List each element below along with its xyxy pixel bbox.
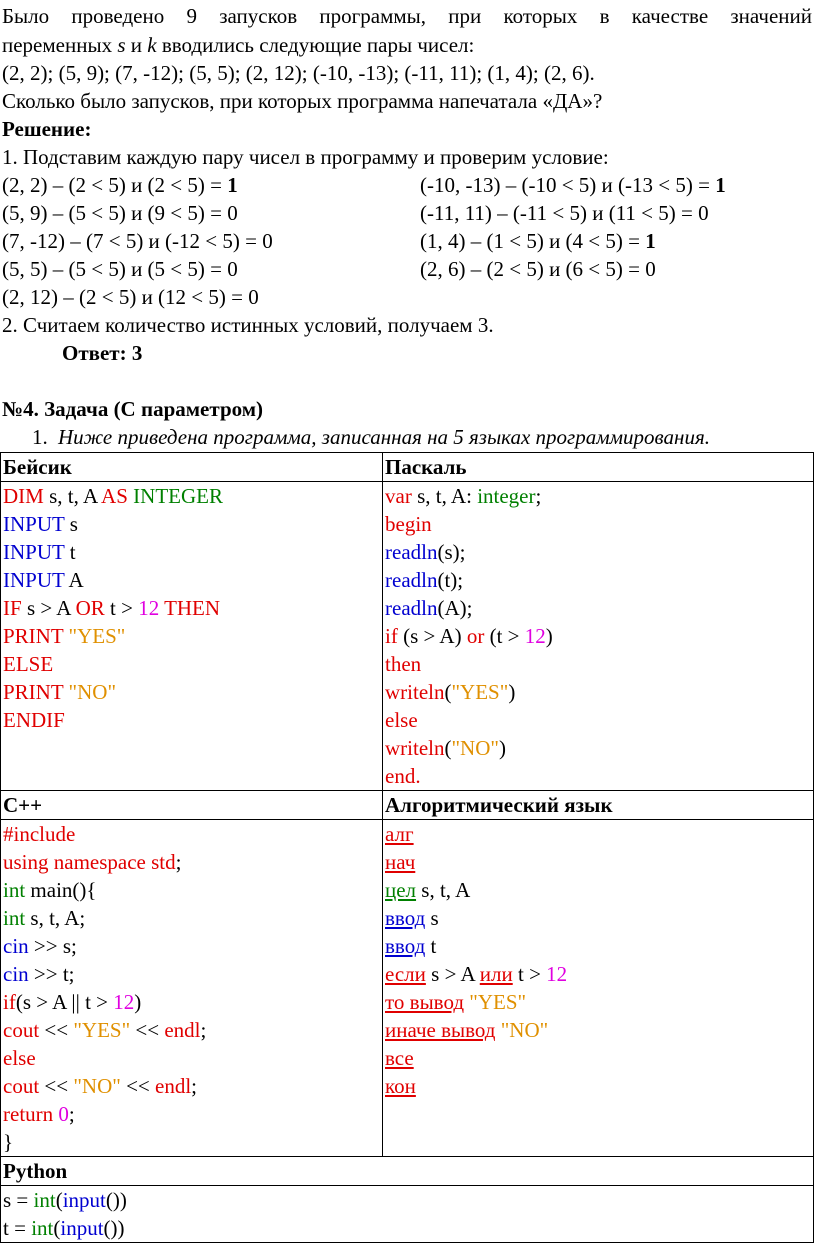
task-item-number: 1. — [32, 425, 48, 449]
basic-code — [1, 482, 383, 791]
calc-result: 0 — [227, 257, 238, 281]
code-token: PRINT — [3, 680, 64, 704]
code-token: input — [60, 1216, 104, 1240]
code-token: using namespace std — [3, 850, 176, 874]
code-line — [3, 538, 382, 566]
intro-line-1: Было проведено 9 запусков программы, при которых в качестве значений — [2, 4, 812, 28]
code-token: >> t; — [28, 962, 75, 986]
code-token: INPUT — [3, 512, 65, 536]
code-token: s, t, A: — [411, 484, 478, 508]
code-token: "YES" — [469, 990, 527, 1014]
code-token: then — [385, 652, 422, 676]
code-token: ( — [444, 680, 452, 704]
code-line — [385, 988, 813, 1016]
code-token: ) — [498, 736, 506, 760]
code-token: t = — [3, 1216, 32, 1240]
code-token: cin — [3, 962, 29, 986]
code-token: or — [466, 624, 485, 648]
code-line — [3, 876, 382, 904]
code-line — [3, 1044, 382, 1072]
calc-expression: (5, 9) – (5 < 5) и (9 < 5) = — [2, 201, 228, 225]
code-token: << — [130, 1018, 165, 1042]
cpp-code — [1, 820, 383, 1157]
calc-result: 1 — [227, 173, 238, 197]
code-token: то вывод — [385, 990, 465, 1014]
calc-expression: (2, 12) – (2 < 5) и (12 < 5) = — [2, 285, 249, 309]
python-header: Python — [1, 1157, 814, 1186]
code-token: integer — [477, 484, 536, 508]
basic-header: Бейсик — [1, 453, 383, 482]
code-line — [3, 904, 382, 932]
code-token: s — [425, 906, 439, 930]
code-token: (t > — [484, 624, 525, 648]
solution-step-2: 2. Считаем количество истинных условий, получаем 3. — [2, 313, 494, 337]
code-line — [385, 932, 813, 960]
code-token: ()) — [103, 1216, 125, 1240]
var-s: s — [117, 33, 126, 57]
intro-line-3: (2, 2); (5, 9); (7, -12); (5, 5); (2, 12); (-10, -13); (-11, 11); (1, 4); (2, 6). — [2, 61, 595, 85]
code-token: если — [385, 962, 426, 986]
solution-heading: Решение: — [2, 117, 92, 141]
code-line — [3, 960, 382, 988]
code-line — [385, 1016, 813, 1044]
intro-line-2-and: и — [125, 33, 148, 57]
code-token: кон — [385, 1074, 416, 1098]
code-token: return — [3, 1102, 54, 1126]
code-token: (A); — [437, 596, 473, 620]
code-token: ( — [444, 736, 452, 760]
code-token: s — [64, 512, 78, 536]
code-line — [385, 762, 813, 790]
code-token: >> s; — [28, 934, 77, 958]
code-line — [3, 510, 382, 538]
calc-row — [420, 227, 656, 255]
intro-line-4: Сколько было запусков, при которых программа напечатала «ДА»? — [2, 89, 603, 113]
code-token: 12 — [546, 962, 568, 986]
code-token: THEN — [164, 596, 221, 620]
code-token: s, t, A — [416, 878, 471, 902]
code-token: нач — [385, 850, 416, 874]
code-line — [3, 820, 382, 848]
code-token: иначе вывод — [385, 1018, 496, 1042]
calc-expression: (-11, 11) – (-11 < 5) и (11 < 5) = — [420, 201, 699, 225]
code-line — [385, 566, 813, 594]
code-line — [3, 482, 382, 510]
code-token: "YES" — [68, 624, 126, 648]
code-token: (t); — [437, 568, 464, 592]
calc-expression: (1, 4) – (1 < 5) и (4 < 5) = — [420, 229, 646, 253]
code-token: endl — [155, 1074, 192, 1098]
code-table — [0, 452, 814, 1243]
calc-result: 0 — [262, 229, 273, 253]
calc-result: 0 — [248, 285, 259, 309]
code-token: cin — [3, 934, 29, 958]
intro-line-2-pre: переменных — [2, 33, 118, 57]
code-token: } — [3, 1130, 14, 1154]
code-token: main(){ — [25, 878, 97, 902]
code-token: "YES" — [451, 680, 509, 704]
code-token: s, t, A; — [25, 906, 86, 930]
code-token: INPUT — [3, 540, 65, 564]
code-token: ()) — [105, 1188, 127, 1212]
task-item — [32, 423, 710, 451]
calc-row — [2, 255, 238, 283]
code-token: ввод — [385, 906, 426, 930]
code-token: 12 — [138, 596, 160, 620]
calc-row — [2, 227, 273, 255]
code-token: #include — [3, 822, 76, 846]
code-token: ( — [55, 1188, 63, 1212]
code-token: writeln — [385, 680, 445, 704]
code-token: if — [385, 624, 398, 648]
pascal-header: Паскаль — [383, 453, 814, 482]
calc-expression: (2, 6) – (2 < 5) и (6 < 5) = — [420, 257, 646, 281]
code-token: (s > A) — [397, 624, 467, 648]
code-token: s > A — [21, 596, 76, 620]
code-token: (s); — [437, 540, 466, 564]
code-token: cout — [3, 1018, 40, 1042]
code-line — [3, 1072, 382, 1100]
python-code — [1, 1186, 814, 1243]
code-token: << — [39, 1018, 74, 1042]
code-token: алг — [385, 822, 414, 846]
code-line — [3, 622, 382, 650]
code-token: ввод — [385, 934, 426, 958]
algo-code — [383, 820, 814, 1157]
code-line — [385, 820, 813, 848]
code-line — [385, 706, 813, 734]
code-token: "NO" — [68, 680, 117, 704]
code-line — [385, 538, 813, 566]
calc-result: 1 — [715, 173, 726, 197]
calc-expression: (5, 5) – (5 < 5) и (5 < 5) = — [2, 257, 228, 281]
code-token: "YES" — [73, 1018, 131, 1042]
code-line — [385, 622, 813, 650]
code-token: INPUT — [3, 568, 65, 592]
var-k: k — [147, 33, 157, 57]
code-line — [385, 960, 813, 988]
code-token: endl — [164, 1018, 201, 1042]
code-token: end. — [385, 764, 421, 788]
code-line — [385, 650, 813, 678]
code-line — [3, 706, 382, 734]
code-token: if — [3, 990, 16, 1014]
code-line — [385, 904, 813, 932]
code-token: ELSE — [3, 652, 54, 676]
code-token: writeln — [385, 736, 445, 760]
calc-result: 0 — [645, 257, 656, 281]
code-line — [3, 988, 382, 1016]
code-token: ; — [535, 484, 542, 508]
code-line — [3, 1100, 382, 1128]
code-line — [385, 594, 813, 622]
code-line — [3, 1016, 382, 1044]
code-line — [3, 678, 382, 706]
code-token: << — [120, 1074, 156, 1098]
code-token: "NO" — [500, 1018, 549, 1042]
code-line — [385, 848, 813, 876]
task-item-text: Ниже приведена программа, записанная на 5 языках программирования. — [58, 425, 710, 449]
code-token: input — [62, 1188, 106, 1212]
code-token: ENDIF — [3, 708, 65, 732]
code-line — [385, 734, 813, 762]
code-line — [3, 594, 382, 622]
code-token: else — [3, 1046, 36, 1070]
code-token: INTEGER — [133, 484, 223, 508]
calc-result: 1 — [645, 229, 656, 253]
pascal-code — [383, 482, 814, 791]
code-token: else — [385, 708, 418, 732]
calc-row — [420, 171, 726, 199]
code-token: readln — [385, 596, 438, 620]
code-line — [385, 678, 813, 706]
calc-expression: (-10, -13) – (-10 < 5) и (-13 < 5) = — [420, 173, 716, 197]
code-token: << — [39, 1074, 74, 1098]
code-token: ; — [191, 1074, 198, 1098]
code-token: цел — [385, 878, 417, 902]
code-line — [385, 876, 813, 904]
solution-step-1: 1. Подставим каждую пару чисел в программу и проверим условие: — [2, 145, 609, 169]
code-token: t > — [104, 596, 139, 620]
calc-row — [2, 283, 259, 311]
code-token: ; — [200, 1018, 207, 1042]
code-line — [385, 1044, 813, 1072]
code-token: s > A — [425, 962, 480, 986]
code-line — [3, 1186, 813, 1214]
code-token: 12 — [113, 990, 135, 1014]
calc-row — [2, 171, 238, 199]
code-token: begin — [385, 512, 432, 536]
code-token: OR — [75, 596, 105, 620]
code-token: ) — [545, 624, 553, 648]
code-token: ; — [68, 1102, 75, 1126]
code-token: "NO" — [451, 736, 499, 760]
code-line — [3, 1128, 382, 1156]
code-token: var — [385, 484, 412, 508]
code-token: t — [425, 934, 437, 958]
code-token: AS — [101, 484, 128, 508]
code-line — [3, 650, 382, 678]
calc-result: 0 — [698, 201, 709, 225]
calc-result: 0 — [227, 201, 238, 225]
code-line — [3, 848, 382, 876]
code-token: s = — [3, 1188, 34, 1212]
calc-row — [420, 255, 656, 283]
code-line — [3, 932, 382, 960]
code-token: (s > A || t > — [15, 990, 114, 1014]
algo-header: Алгоритмический язык — [383, 791, 814, 820]
calc-expression: (2, 2) – (2 < 5) и (2 < 5) = — [2, 173, 228, 197]
answer: Ответ: 3 — [62, 341, 143, 365]
intro-line-2-post: вводились следующие пары чисел: — [156, 33, 475, 57]
code-token: A — [64, 568, 84, 592]
code-token: 12 — [524, 624, 546, 648]
code-line — [3, 1214, 813, 1242]
calc-row — [420, 199, 709, 227]
code-token: t > — [512, 962, 547, 986]
code-line — [385, 510, 813, 538]
code-token: ) — [134, 990, 142, 1014]
code-token: int — [33, 1188, 56, 1212]
code-line — [3, 566, 382, 594]
code-token: или — [479, 962, 513, 986]
code-token: readln — [385, 540, 438, 564]
calc-row — [2, 199, 238, 227]
code-token: 0 — [58, 1102, 69, 1126]
code-token: PRINT — [3, 624, 64, 648]
code-token: int — [3, 878, 26, 902]
code-token: ( — [53, 1216, 61, 1240]
calc-expression: (7, -12) – (7 < 5) и (-12 < 5) = — [2, 229, 263, 253]
task-heading: №4. Задача (С параметром) — [2, 397, 264, 421]
code-token: int — [31, 1216, 54, 1240]
code-token: IF — [3, 596, 22, 620]
cpp-header: C++ — [1, 791, 383, 820]
code-token: все — [385, 1046, 414, 1070]
code-token: cout — [3, 1074, 40, 1098]
intro-line-2 — [2, 31, 474, 59]
code-line — [385, 1072, 813, 1100]
code-line — [385, 482, 813, 510]
code-token: DIM — [3, 484, 44, 508]
code-token: readln — [385, 568, 438, 592]
code-token: "NO" — [73, 1074, 121, 1098]
code-token: ) — [508, 680, 516, 704]
code-token: s, t, A — [43, 484, 102, 508]
code-token: ; — [175, 850, 182, 874]
code-token: t — [64, 540, 76, 564]
code-token: int — [3, 906, 26, 930]
